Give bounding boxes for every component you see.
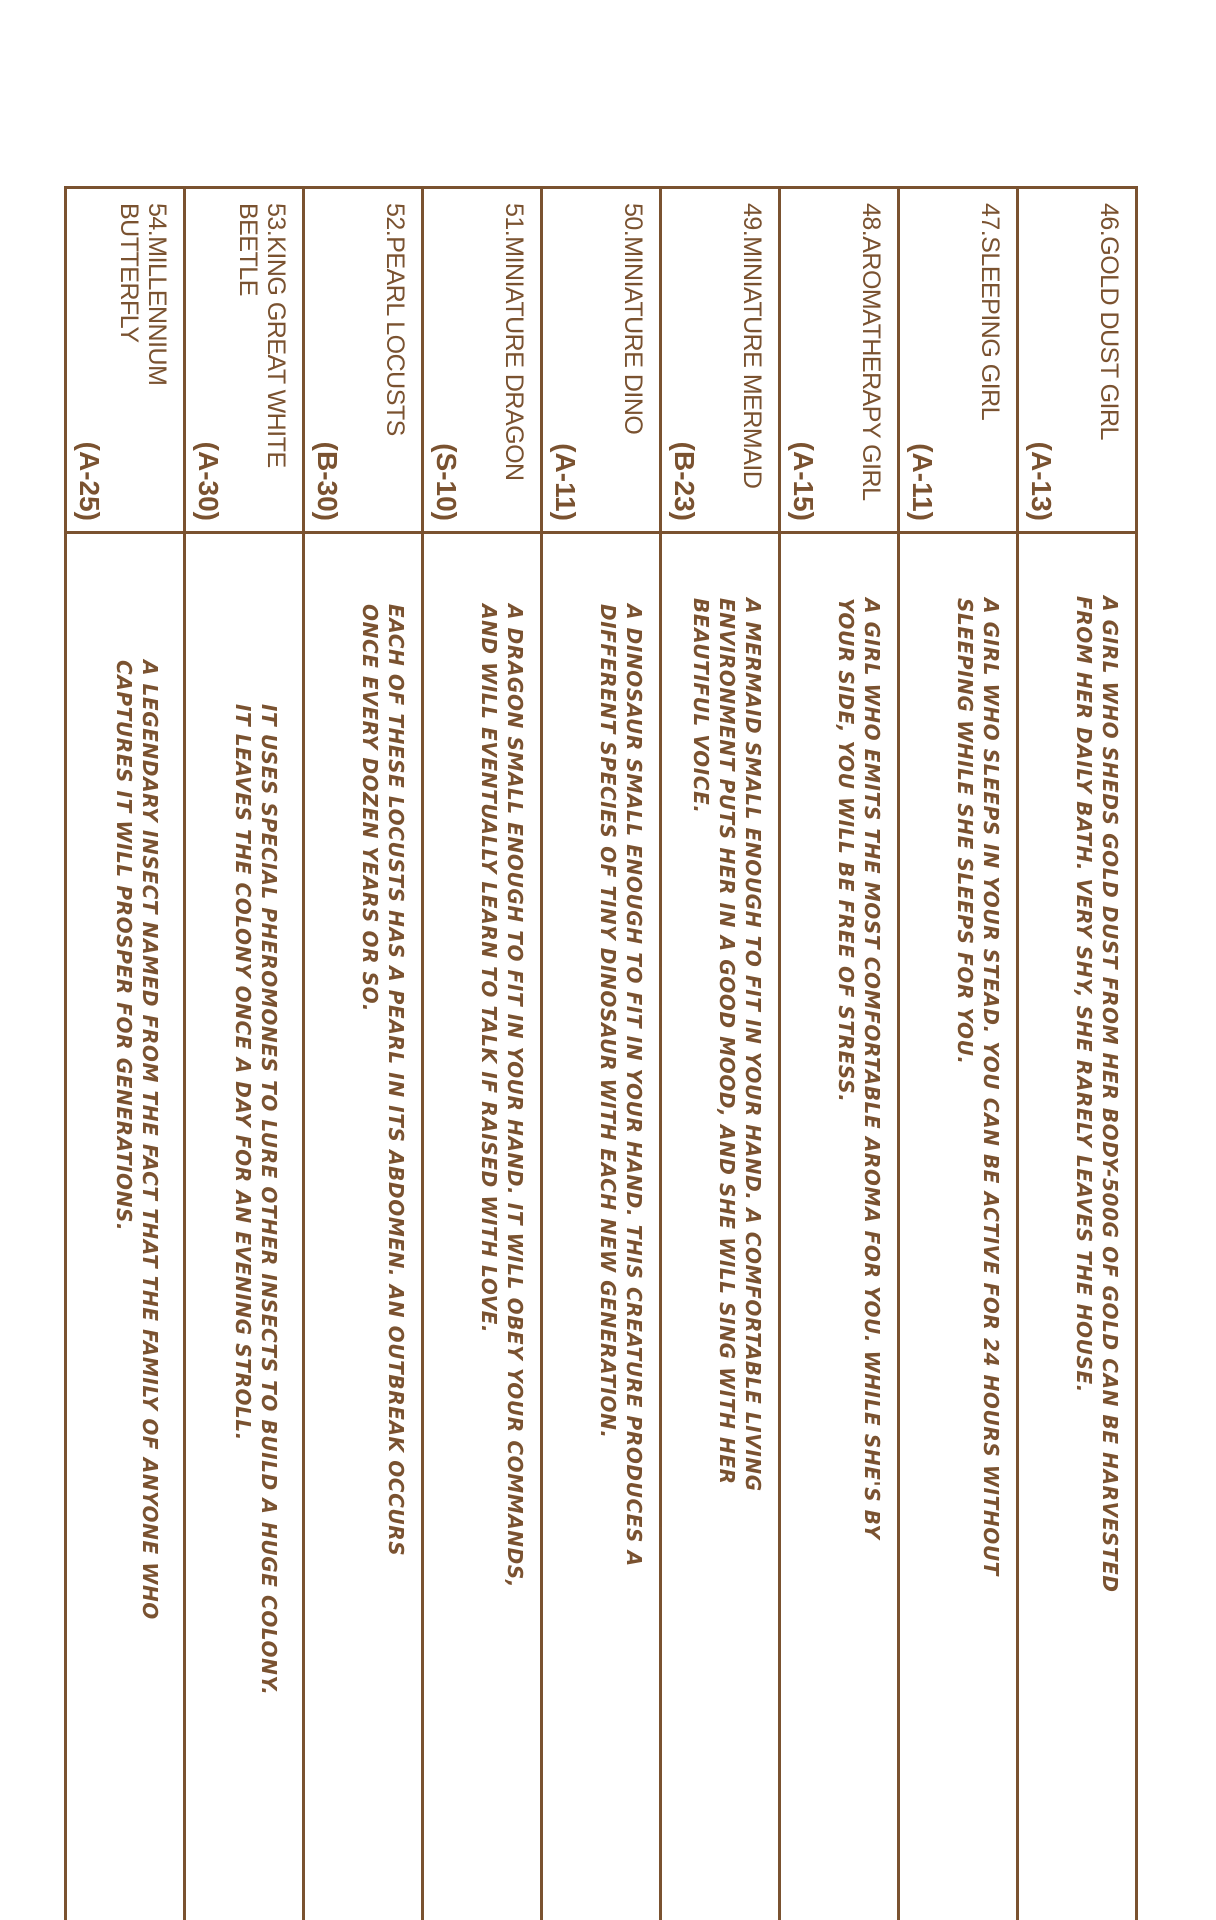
item-description-cell bbox=[780, 533, 899, 1920]
item-name: 48.AROMATHERAPY GIRL bbox=[857, 203, 885, 501]
item-rank: (A-15) bbox=[788, 441, 819, 521]
item-name-cell bbox=[542, 188, 661, 533]
item-description: A LEGENDARY INSECT NAMED FROM THE FACT THAT THE FAMILY OF ANYONE WHO CAPTURES IT WILL PROSPER FOR GENERATIONS. bbox=[112, 660, 162, 1620]
item-description: A GIRL WHO EMITS THE MOST COMFORTABLE AROMA FOR YOU. WHILE SHE'S BY YOUR SIDE, YOU WILL BE FREE OF STRESS. bbox=[834, 598, 884, 1540]
item-description-cell bbox=[542, 533, 661, 1920]
item-name: 52.PEARL LOCUSTS bbox=[381, 203, 409, 436]
item-description: A DINOSAUR SMALL ENOUGH TO FIT IN YOUR HAND. THIS CREATURE PRODUCES A DIFFERENT SPECIES OF TINY DINOSAUR WITH EACH NEW GENERATION. bbox=[596, 604, 646, 1567]
table-row bbox=[780, 188, 899, 1920]
item-name-cell bbox=[185, 188, 304, 533]
item-name-cell bbox=[423, 188, 542, 533]
item-name: 50.MINIATURE DINO bbox=[619, 203, 647, 435]
item-rank: (S-10) bbox=[431, 443, 462, 521]
item-description-cell bbox=[661, 533, 780, 1920]
table-row bbox=[1018, 188, 1137, 1920]
item-name: 49.MINIATURE MERMAID bbox=[738, 203, 766, 489]
item-description-cell bbox=[304, 533, 423, 1920]
item-rank: (B-23) bbox=[669, 441, 700, 521]
item-description-cell bbox=[66, 533, 185, 1920]
item-name: 47.SLEEPING GIRL bbox=[976, 203, 1004, 421]
item-name-cell bbox=[661, 188, 780, 533]
item-rank: (A-11) bbox=[907, 443, 938, 521]
item-catalog-table bbox=[64, 186, 1138, 1920]
item-name-cell bbox=[66, 188, 185, 533]
item-description-cell bbox=[423, 533, 542, 1920]
item-name-cell bbox=[899, 188, 1018, 533]
item-rank: (A-30) bbox=[193, 441, 224, 521]
item-rank: (A-11) bbox=[550, 443, 581, 521]
item-name: 53.KING GREAT WHITE BEETLE bbox=[234, 203, 290, 468]
rotated-table-wrapper bbox=[66, 186, 1138, 1920]
item-name-cell bbox=[304, 188, 423, 533]
table-row bbox=[899, 188, 1018, 1920]
item-description: A GIRL WHO SHEDS GOLD DUST FROM HER BODY-500G OF GOLD CAN BE HARVESTED FROM HER DAILY BATH. VERY SHY, SHE RARELY LEAVES THE HOUSE. bbox=[1072, 596, 1122, 1593]
table-row bbox=[542, 188, 661, 1920]
table-row bbox=[423, 188, 542, 1920]
item-description: A MERMAID SMALL ENOUGH TO FIT IN YOUR HAND. A COMFORTABLE LIVING ENVIRONMENT PUTS HER IN A GOOD MOOD, AND SHE WILL SING WITH HER BEAUTIFUL VOICE. bbox=[689, 598, 765, 1492]
item-description: IT USES SPECIAL PHEROMONES TO LURE OTHER INSECTS TO BUILD A HUGE COLONY. IT LEAVES THE COLONY ONCE A DAY FOR AN EVENING STROLL. bbox=[231, 704, 281, 1696]
item-name-cell bbox=[1018, 188, 1137, 533]
item-description: A GIRL WHO SLEEPS IN YOUR STEAD. YOU CAN BE ACTIVE FOR 24 HOURS WITHOUT SLEEPING WHILE SHE SLEEPS FOR YOU. bbox=[953, 598, 1003, 1576]
item-rank: (A-13) bbox=[1026, 441, 1057, 521]
item-description-cell bbox=[1018, 533, 1137, 1920]
item-description: EACH OF THESE LOCUSTS HAS A PEARL IN ITS ABDOMEN. AN OUTBREAK OCCURS ONCE EVERY DOZEN YEARS OR SO. bbox=[358, 604, 408, 1557]
item-name-cell bbox=[780, 188, 899, 533]
table-row bbox=[304, 188, 423, 1920]
item-description: A DRAGON SMALL ENOUGH TO FIT IN YOUR HAND. IT WILL OBEY YOUR COMMANDS, AND WILL EVENTUALLY LEARN TO TALK IF RAISED WITH LOVE. bbox=[477, 604, 527, 1589]
item-description-cell bbox=[185, 533, 304, 1920]
item-name: 54.MILLENNIUM BUTTERFLY bbox=[115, 203, 171, 386]
item-rank: (B-30) bbox=[312, 441, 343, 521]
table-row bbox=[661, 188, 780, 1920]
item-description-cell bbox=[899, 533, 1018, 1920]
item-name: 51.MINIATURE DRAGON bbox=[500, 203, 528, 481]
item-rank: (A-25) bbox=[74, 441, 105, 521]
table-row bbox=[66, 188, 185, 1920]
table-row bbox=[185, 188, 304, 1920]
item-name: 46.GOLD DUST GIRL bbox=[1095, 203, 1123, 440]
